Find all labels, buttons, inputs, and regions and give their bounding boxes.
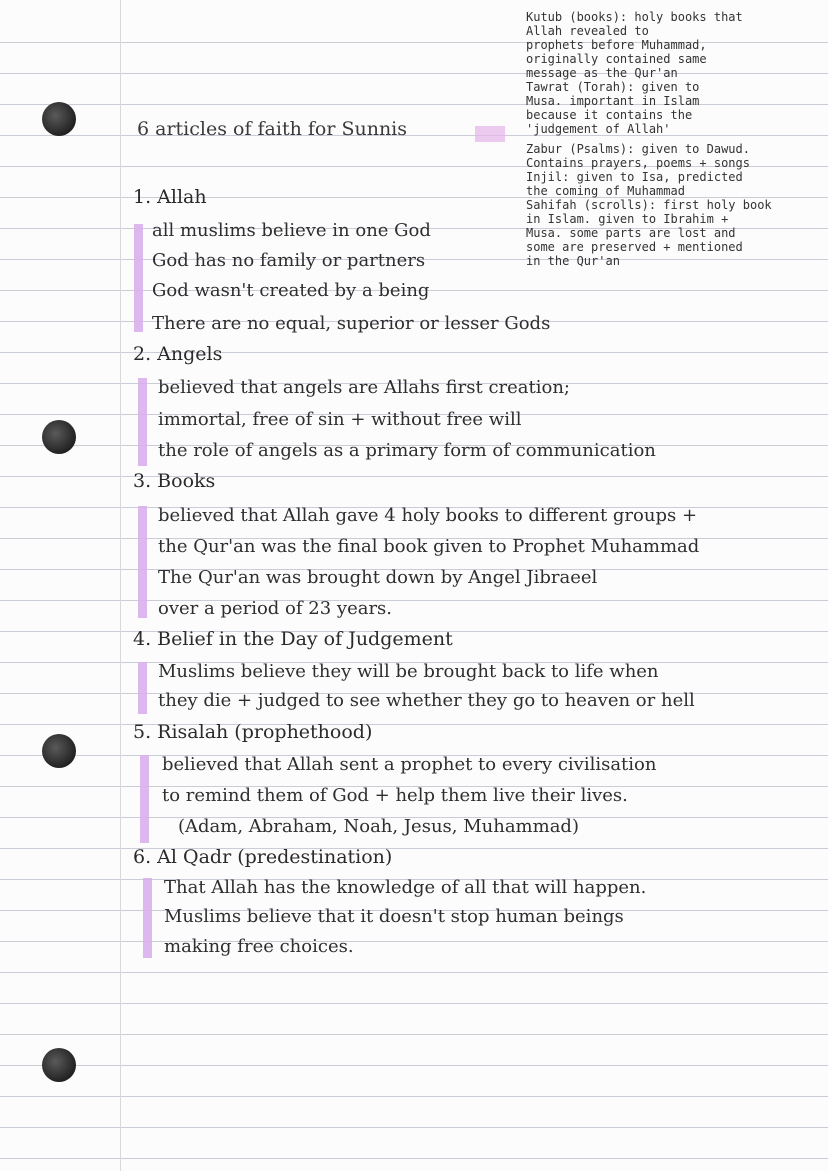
section-heading-risalah: 5. Risalah (prophethood) <box>133 721 372 743</box>
side-note-line: Zabur (Psalms): given to Dawud. <box>526 142 750 156</box>
side-note-line: Musa. important in Islam <box>526 94 700 108</box>
note-line: believed that Allah sent a prophet to every civilisation <box>162 754 657 775</box>
note-line: (Adam, Abraham, Noah, Jesus, Muhammad) <box>178 816 579 837</box>
side-note-line: Tawrat (Torah): given to <box>526 80 700 94</box>
side-note-line: Allah revealed to <box>526 24 649 38</box>
note-line: believed that Allah gave 4 holy books to different groups + <box>158 505 698 526</box>
highlight-bar <box>138 506 147 618</box>
note-line: the role of angels as a primary form of communication <box>158 440 656 461</box>
note-line: There are no equal, superior or lesser Gods <box>152 313 551 334</box>
note-line: God wasn't created by a being <box>152 280 430 301</box>
section-heading-allah: 1. Allah <box>133 186 207 208</box>
note-line: making free choices. <box>164 936 354 957</box>
highlight-bar <box>134 224 143 332</box>
side-note-line: the coming of Muhammad <box>526 184 685 198</box>
side-note-line: in the Qur'an <box>526 254 620 268</box>
section-heading-books: 3. Books <box>133 470 215 492</box>
title-highlight <box>475 126 505 142</box>
highlight-bar <box>138 662 147 714</box>
side-note-line: Kutub (books): holy books that <box>526 10 743 24</box>
side-note-line: originally contained same <box>526 52 707 66</box>
side-note-line: because it contains the <box>526 108 693 122</box>
note-line: over a period of 23 years. <box>158 598 393 619</box>
page-title: 6 articles of faith for Sunnis <box>137 118 408 140</box>
side-note-line: Musa. some parts are lost and <box>526 226 736 240</box>
note-line: The Qur'an was brought down by Angel Jibraeel <box>158 567 598 588</box>
highlight-bar <box>143 878 152 958</box>
section-heading-judgement: 4. Belief in the Day of Judgement <box>133 628 453 650</box>
punch-hole <box>42 1048 76 1082</box>
highlight-bar <box>138 378 147 466</box>
highlight-bar <box>140 755 149 843</box>
note-line: God has no family or partners <box>152 250 426 271</box>
note-line: Muslims believe they will be brought back to life when <box>158 661 659 682</box>
section-heading-qadr: 6. Al Qadr (predestination) <box>133 846 392 868</box>
side-note-line: in Islam. given to Ibrahim + <box>526 212 729 226</box>
side-note-line: prophets before Muhammad, <box>526 38 707 52</box>
note-line: the Qur'an was the final book given to Prophet Muhammad <box>158 536 700 557</box>
side-note-line: 'judgement of Allah' <box>526 122 671 136</box>
note-line: they die + judged to see whether they go to heaven or hell <box>158 690 695 711</box>
note-line: believed that angels are Allahs first creation; <box>158 377 570 398</box>
side-note-line: Sahifah (scrolls): first holy book <box>526 198 772 212</box>
side-note-line: some are preserved + mentioned <box>526 240 743 254</box>
punch-hole <box>42 734 76 768</box>
note-line: That Allah has the knowledge of all that will happen. <box>164 877 647 898</box>
side-note-line: Contains prayers, poems + songs <box>526 156 750 170</box>
side-notes <box>526 10 816 268</box>
punch-hole <box>42 420 76 454</box>
note-line: all muslims believe in one God <box>152 220 431 241</box>
note-line: immortal, free of sin + without free will <box>158 409 522 430</box>
section-heading-angels: 2. Angels <box>133 343 222 365</box>
note-line: Muslims believe that it doesn't stop human beings <box>164 906 624 927</box>
margin-line <box>120 0 121 1171</box>
side-note-line: Injil: given to Isa, predicted <box>526 170 743 184</box>
side-note-line: message as the Qur'an <box>526 66 678 80</box>
note-line: to remind them of God + help them live their lives. <box>162 785 628 806</box>
punch-hole <box>42 102 76 136</box>
